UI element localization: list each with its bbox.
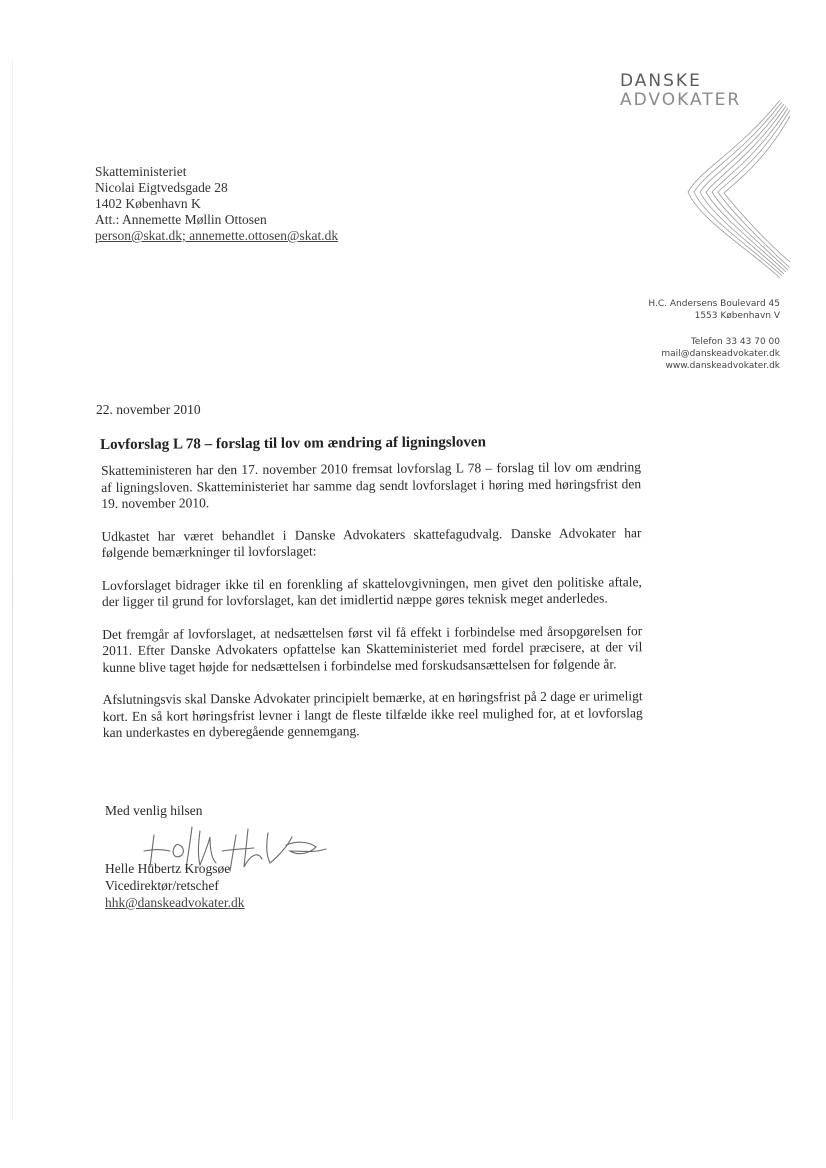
- recipient-line-3: 1402 København K: [95, 196, 201, 211]
- letter-body: [101, 459, 643, 757]
- logo-line-1: DANSKE: [620, 71, 702, 91]
- recipient-line-1: Skatteministeriet: [95, 164, 187, 179]
- signer-email: hhk@danskeadvokater.dk: [105, 895, 245, 910]
- sender-city: 1553 København V: [694, 311, 780, 321]
- recipient-line-4: Att.: Annemette Møllin Ottosen: [95, 212, 267, 227]
- scan-edge-line: [12, 60, 13, 1120]
- letter-date: 22. november 2010: [96, 402, 201, 417]
- sender-web: www.danskeadvokater.dk: [665, 361, 780, 371]
- recipient-emails: person@skat.dk; annemette.ottosen@skat.dk: [95, 228, 339, 243]
- body-paragraph: Lovforslaget bidrager ikke til en forenkling af skattelovgivningen, men givet den politiske aftale, der ligger til grund for lovforslaget, kan det imidlertid næppe gøres teknisk meget anderledes.: [101, 573, 642, 609]
- body-paragraph: Det fremgår af lovforslaget, at nedsættelsen først vil få effekt i forbindelse med årsopgørelsen for 2011. Efter Danske Advokaters opfattelse kan Skatteministeriet med fordel præcisere, at der vil kunne blive taget højde for nedsættelsen i forbindelse med forskudsansættelsen for følgende år.: [102, 622, 643, 675]
- sender-phone: Telefon 33 43 70 00: [690, 337, 780, 347]
- recipient-address: [95, 164, 338, 244]
- body-paragraph: Udkastet har været behandlet i Danske Advokaters skattefagudvalg. Danske Advokater har følgende bemærkninger til lovforslaget:: [101, 524, 642, 560]
- signer-title: Vicedirektør/retschef: [105, 878, 219, 893]
- sender-email: mail@danskeadvokater.dk: [661, 349, 780, 359]
- recipient-line-2: Nicolai Eigtvedsgade 28: [95, 180, 228, 195]
- sender-street: H.C. Andersens Boulevard 45: [648, 299, 780, 309]
- sender-address: [648, 298, 780, 372]
- signer-name: Helle Hübertz Krogsøe: [105, 861, 231, 876]
- body-paragraph: Afslutningsvis skal Danske Advokater principielt bemærke, at en høringsfrist på 2 dage er urimeligt kort. En så kort høringsfrist levner i langt de fleste tilfælde ikke reel mulighed for, at et lovforslag kan underkastes en dyberegående gennemgang.: [102, 688, 643, 740]
- logo-swoosh-graphic: [680, 100, 790, 280]
- logo-line-2: ADVOKATER: [620, 90, 742, 110]
- signer-block: [105, 860, 245, 911]
- body-paragraph: Skatteministeren har den 17. november 2010 fremsat lovforslag L 78 – forslag til lov om ændring af ligningsloven. Skatteministeriet har samme dag sendt lovforslaget i høring med høringsfrist den 19. november 2010.: [101, 459, 642, 511]
- closing-phrase: Med venlig hilsen: [105, 803, 203, 818]
- letter-heading: Lovforslag L 78 – forslag til lov om ændring af ligningsloven: [100, 434, 486, 453]
